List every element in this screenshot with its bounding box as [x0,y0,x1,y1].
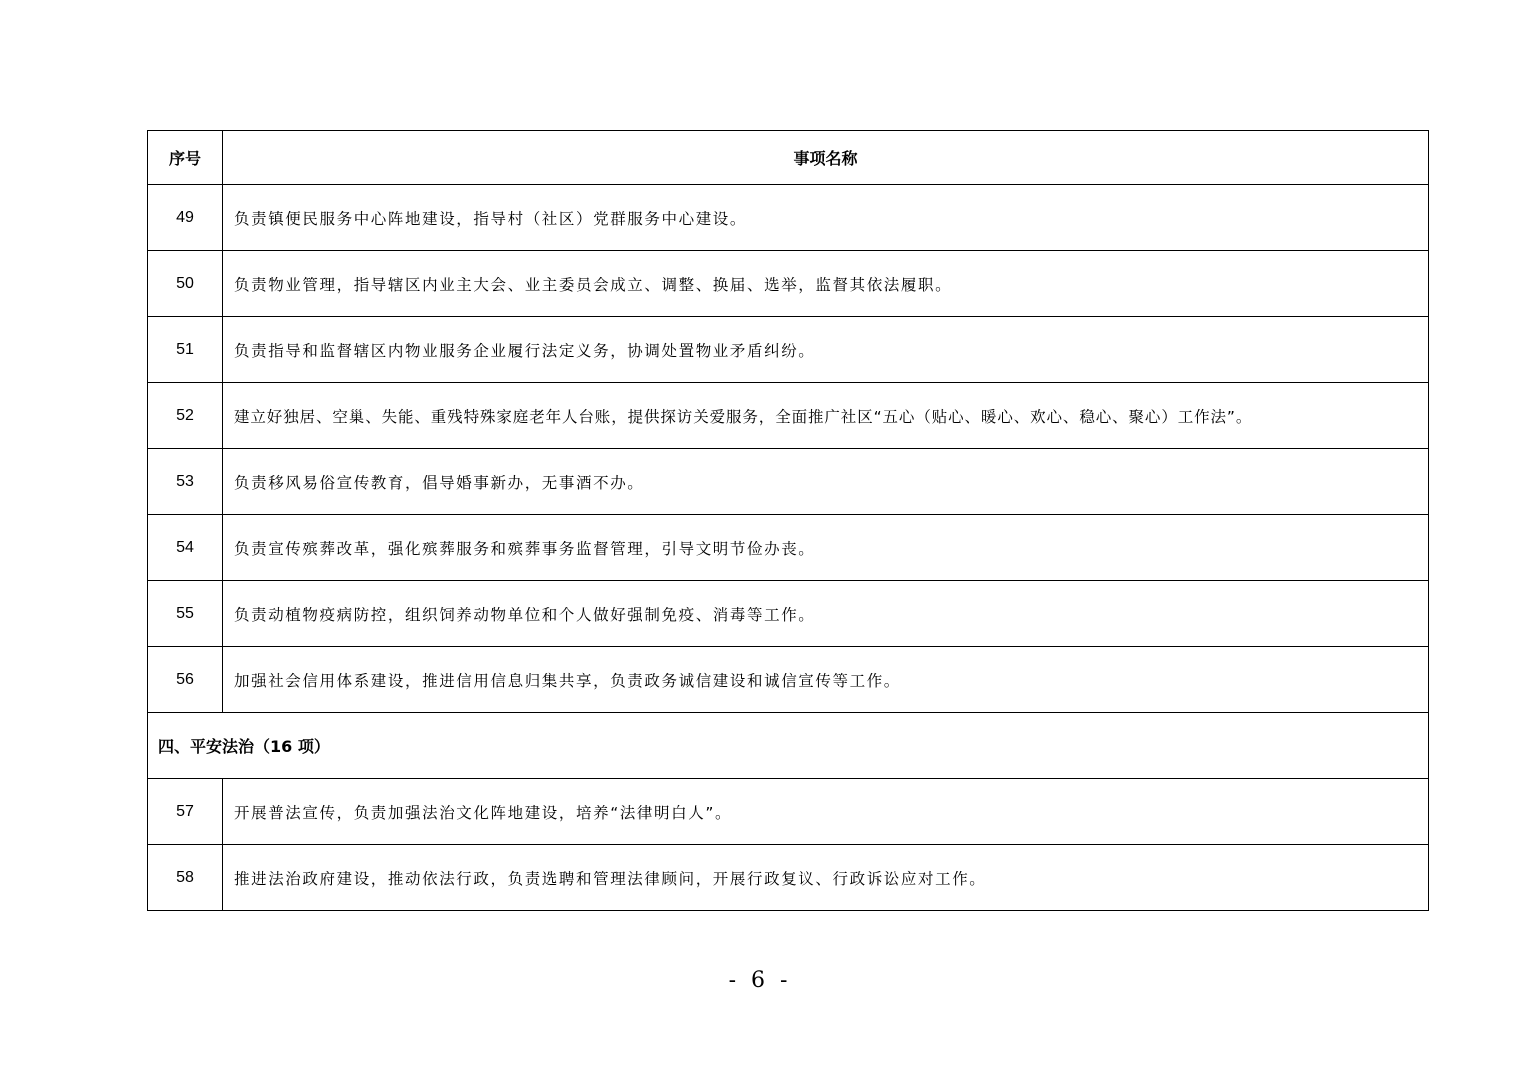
table-row [148,251,1429,317]
table-row [148,449,1429,515]
table-row [148,779,1429,845]
row-number: 52 [148,383,223,449]
row-item-name: 推进法治政府建设，推动依法行政，负责选聘和管理法律顾问，开展行政复议、行政诉讼应对工作。 [223,845,1429,911]
row-item-name: 负责物业管理，指导辖区内业主大会、业主委员会成立、调整、换届、选举，监督其依法履职。 [223,251,1429,317]
row-item-name: 负责动植物疫病防控，组织饲养动物单位和个人做好强制免疫、消毒等工作。 [223,581,1429,647]
section-heading-row [148,713,1429,779]
table-row [148,647,1429,713]
header-serial-number: 序号 [148,131,223,185]
row-item-name: 负责移风易俗宣传教育，倡导婚事新办，无事酒不办。 [223,449,1429,515]
row-item-name: 负责指导和监督辖区内物业服务企业履行法定义务，协调处置物业矛盾纠纷。 [223,317,1429,383]
row-number: 56 [148,647,223,713]
row-item-name: 建立好独居、空巢、失能、重残特殊家庭老年人台账，提供探访关爱服务，全面推广社区“五心（贴心、暖心、欢心、稳心、聚心）工作法”。 [223,383,1429,449]
row-number: 54 [148,515,223,581]
table-row [148,185,1429,251]
row-number: 57 [148,779,223,845]
row-number: 53 [148,449,223,515]
table-row [148,383,1429,449]
table-row [148,515,1429,581]
row-item-name: 负责镇便民服务中心阵地建设，指导村（社区）党群服务中心建设。 [223,185,1429,251]
page-number: - 6 - [728,968,792,993]
items-table [147,130,1429,911]
table-header-row [148,131,1429,185]
row-item-name: 开展普法宣传，负责加强法治文化阵地建设，培养“法律明白人”。 [223,779,1429,845]
row-number: 49 [148,185,223,251]
table-row [148,581,1429,647]
section-heading: 四、平安法治（16 项） [148,713,1429,779]
row-item-name: 加强社会信用体系建设，推进信用信息归集共享，负责政务诚信建设和诚信宣传等工作。 [223,647,1429,713]
row-number: 58 [148,845,223,911]
row-number: 55 [148,581,223,647]
row-number: 50 [148,251,223,317]
table-row [148,317,1429,383]
table-row [148,845,1429,911]
header-item-name: 事项名称 [223,131,1429,185]
row-number: 51 [148,317,223,383]
row-item-name: 负责宣传殡葬改革，强化殡葬服务和殡葬事务监督管理，引导文明节俭办丧。 [223,515,1429,581]
